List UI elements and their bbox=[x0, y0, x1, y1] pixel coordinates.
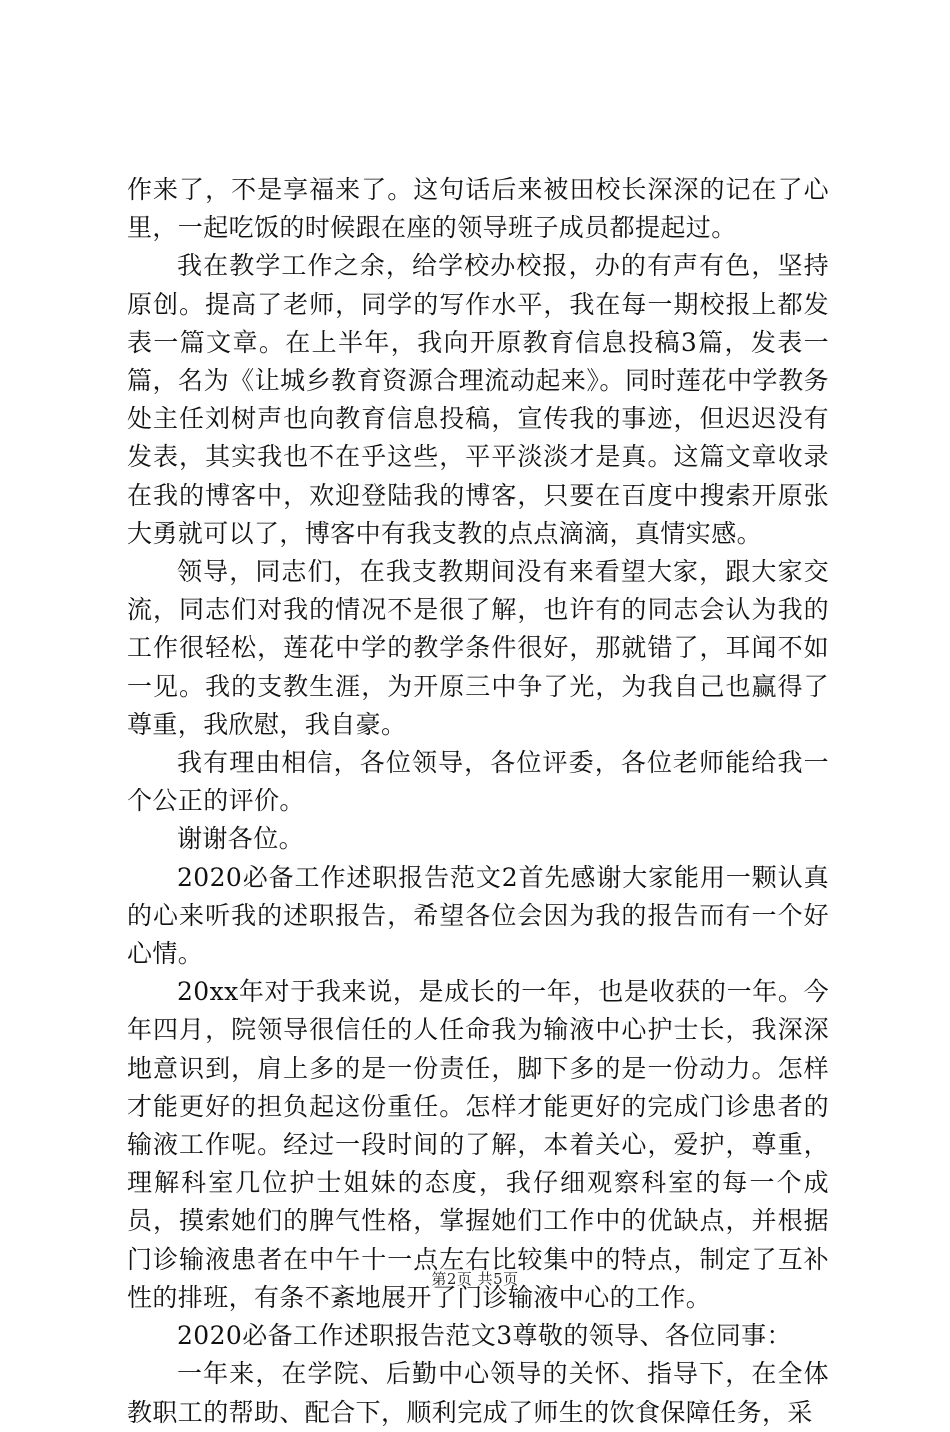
document-body bbox=[127, 171, 829, 1432]
paragraph-6: 2020必备工作述职报告范文2首先感谢大家能用一颗认真的心来听我的述职报告，希望各位会因为我的报告而有一个好心情。 bbox=[127, 862, 829, 969]
paragraph-9: 一年来，在学院、后勤中心领导的关怀、指导下，在全体教职工的帮助、配合下，顺利完成了师生的饮食保障任务，采 bbox=[127, 1359, 829, 1427]
paragraph-3: 领导，同志们，在我支教期间没有来看望大家，跟大家交流，同志们对我的情况不是很了解，也许有的同志会认为我的工作很轻松，莲花中学的教学条件很好，那就错了，耳闻不如一见。我的支教生涯，为开原三中争了光，为我自己也赢得了尊重，我欣慰，我自豪。 bbox=[127, 557, 829, 739]
paragraph-7: 20xx年对于我来说，是成长的一年，也是收获的一年。今年四月，院领导很信任的人任命我为输液中心护士长，我深深地意识到，肩上多的是一份责任，脚下多的是一份动力。怎样才能更好的担负起这份重任。怎样才能更好的完成门诊患者的输液工作呢。经过一段时间的了解，本着关心，爱护，尊重，理解科室几位护士姐妹的态度，我仔细观察科室的每一个成员，摸索她们的脾气性格，掌握她们工作中的优缺点，并根据门诊输液患者在中午十一点左右比较集中的特点，制定了互补性的排班，有条不紊地展开了门诊输液中心的工作。 bbox=[127, 977, 829, 1312]
paragraph-8: 2020必备工作述职报告范文3尊敬的领导、各位同事： bbox=[177, 1321, 792, 1351]
paragraph-4: 我有理由相信，各位领导，各位评委，各位老师能给我一个公正的评价。 bbox=[127, 748, 829, 816]
paragraph-5: 谢谢各位。 bbox=[177, 824, 305, 854]
page-number-footer: 第2页 共5页 bbox=[431, 1270, 519, 1288]
paragraph-1: 作来了，不是享福来了。这句话后来被田校长深深的记在了心里，一起吃饭的时候跟在座的领导班子成员都提起过。 bbox=[127, 175, 829, 243]
paragraph-2: 我在教学工作之余，给学校办校报，办的有声有色，坚持原创。提高了老师，同学的写作水平，我在每一期校报上都发表一篇文章。在上半年，我向开原教育信息投稿3篇，发表一篇，名为《让城乡教育资源合理流动起来》。同时莲花中学教务处主任刘树声也向教育信息投稿，宣传我的事迹，但迟迟没有发表，其实我也不在乎这些，平平淡淡才是真。这篇文章收录在我的博客中，欢迎登陆我的博客，只要在百度中搜索开原张大勇就可以了，博客中有我支教的点点滴滴，真情实感。 bbox=[127, 251, 829, 548]
